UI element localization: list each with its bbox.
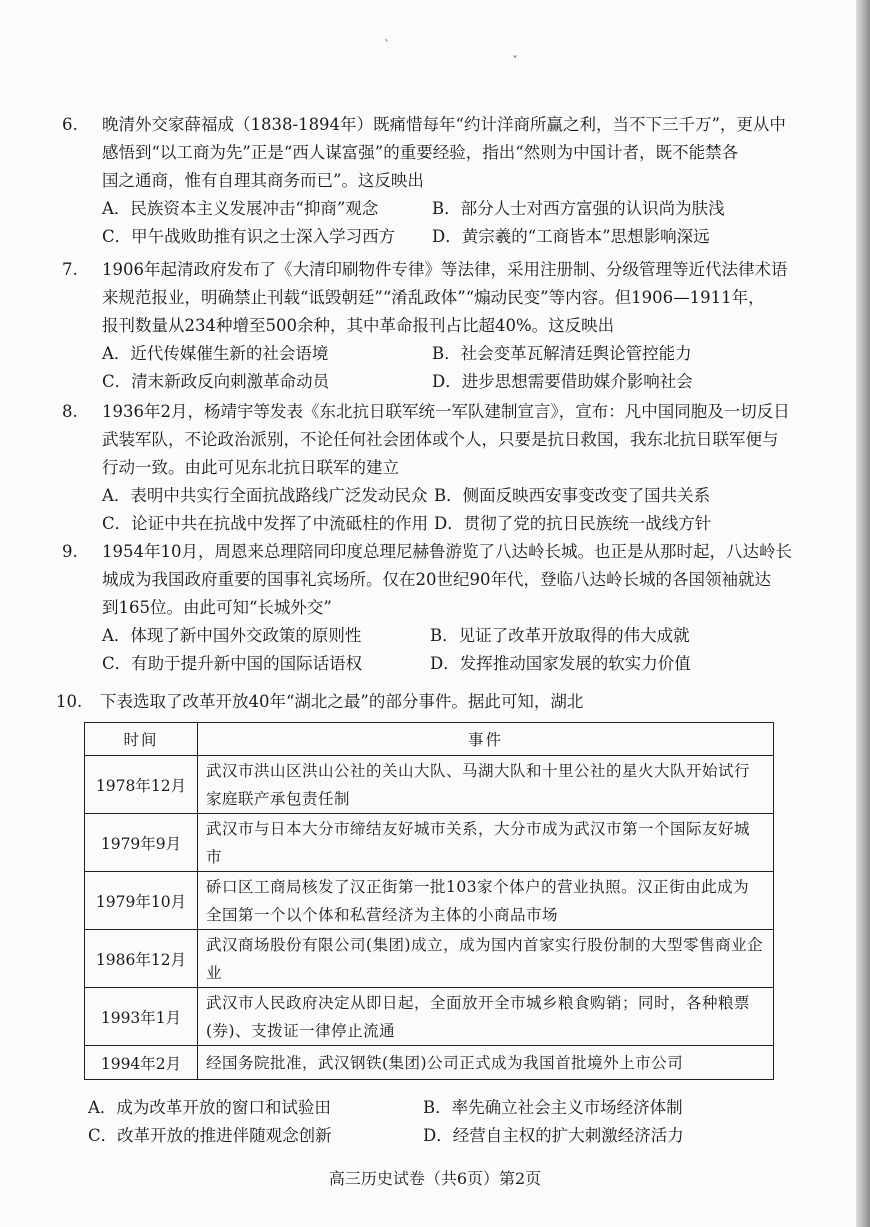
option-d[interactable]: D．发挥推动国家发展的软实力价值 xyxy=(430,654,691,673)
stem-line: 来规范报业，明确禁止刊载“诋毁朝廷”“淆乱政体”“煽动民变”等内容。但1906—1911年， xyxy=(102,288,765,307)
question-number: 7. xyxy=(62,260,78,279)
option-a[interactable]: A．成为改革开放的窗口和试验田 xyxy=(88,1098,331,1117)
col-event-header: 事件 xyxy=(198,723,774,756)
question-stem xyxy=(102,398,822,482)
table-header-row xyxy=(85,723,774,756)
row-time: 1979年10月 xyxy=(85,872,198,930)
question-number: 10. xyxy=(56,692,83,711)
row-event: 武汉商场股份有限公司(集团)成立，成为国内首家实行股份制的大型零售商业企业 xyxy=(198,930,774,988)
table-row xyxy=(85,988,774,1046)
question-stem xyxy=(102,111,822,195)
option-d[interactable]: D．经营自主权的扩大刺激经济活力 xyxy=(423,1126,684,1145)
stem-line: 行动一致。由此可见东北抗日联军的建立 xyxy=(102,458,399,477)
row-event: 硚口区工商局核发了汉正街第一批103家个体户的营业执照。汉正街由此成为全国第一个以个体和私营经济为主体的小商品市场 xyxy=(198,872,774,930)
stem-line: 报刊数量从234种增至500余种，其中革命报刊占比超40%。这反映出 xyxy=(102,316,615,335)
question-number: 8. xyxy=(62,402,78,421)
option-c[interactable]: C．清末新政反向刺激革命动员 xyxy=(102,372,330,391)
stem-line: 国之通商，惟有自理其商务而已”。这反映出 xyxy=(102,171,424,190)
question-number: 6. xyxy=(62,115,78,134)
option-b[interactable]: B．见证了改革开放取得的伟大成就 xyxy=(430,626,690,645)
option-c[interactable]: C．有助于提升新中国的国际话语权 xyxy=(102,654,363,673)
stem-line: 晚清外交家薛福成（1838-1894年）既痛惜每年“约计洋商所赢之利，当不下三千万”，更从中 xyxy=(102,115,786,134)
option-d[interactable]: D．黄宗羲的“工商皆本”思想影响深远 xyxy=(432,227,710,246)
scan-speck: ˋ xyxy=(384,38,390,52)
option-b[interactable]: B．社会变革瓦解清廷舆论管控能力 xyxy=(432,344,692,363)
option-c[interactable]: C．论证中共在抗战中发挥了中流砥柱的作用 xyxy=(102,514,429,533)
options xyxy=(102,482,822,538)
col-time-header: 时间 xyxy=(85,723,198,756)
option-a[interactable]: A．民族资本主义发展冲击“抑商”观念 xyxy=(102,199,379,218)
question-10-options xyxy=(48,1094,808,1150)
stem-line: 下表选取了改革开放40年“湖北之最”的部分事件。据此可知，湖北 xyxy=(100,692,584,711)
option-b[interactable]: B．率先确立社会主义市场经济体制 xyxy=(423,1098,683,1117)
option-c[interactable]: C．改革开放的推进伴随观念创新 xyxy=(88,1126,332,1145)
table-row xyxy=(85,930,774,988)
stem-line: 1906年起清政府发布了《大清印刷物件专律》等法律，采用注册制、分级管理等近代法律术语 xyxy=(102,260,788,279)
row-event: 武汉市人民政府决定从即日起，全面放开全市城乡粮食购销；同时，各种粮票(券)、支拨证一律停止流通 xyxy=(198,988,774,1046)
stem-line: 1936年2月，杨靖宇等发表《东北抗日联军统一军队建制宣言》，宣布：凡中国同胞及一切反日 xyxy=(102,402,790,421)
stem-line: 1954年10月，周恩来总理陪同印度总理尼赫鲁游览了八达岭长城。也正是从那时起，八达岭长 xyxy=(102,542,792,561)
option-d[interactable]: D．进步思想需要借助媒介影响社会 xyxy=(432,372,693,391)
question-stem xyxy=(102,256,822,340)
table-row xyxy=(85,1046,774,1080)
events-table xyxy=(84,722,774,1080)
option-b[interactable]: B．侧面反映西安事变改变了国共关系 xyxy=(434,486,711,505)
scan-speck: ˇ xyxy=(512,54,518,68)
stem-line: 感悟到“以工商为先”正是“西人谋富强”的重要经验，指出“然则为中国计者，既不能禁各 xyxy=(102,143,739,162)
question-10 xyxy=(56,688,816,716)
question-7 xyxy=(62,256,822,396)
question-stem xyxy=(100,688,816,716)
stem-line: 武装军队，不论政治派别，不论任何社会团体或个人，只要是抗日救国，我东北抗日联军便与 xyxy=(102,430,779,449)
question-9 xyxy=(62,538,822,678)
question-number: 9. xyxy=(62,542,78,561)
question-6 xyxy=(62,111,822,251)
table-row xyxy=(85,814,774,872)
row-event: 经国务院批准，武汉钢铁(集团)公司正式成为我国首批境外上市公司 xyxy=(198,1046,774,1080)
table-row xyxy=(85,872,774,930)
stem-line: 城成为我国政府重要的国事礼宾场所。仅在20世纪90年代，登临八达岭长城的各国领袖就达 xyxy=(102,570,771,589)
row-time: 1986年12月 xyxy=(85,930,198,988)
options xyxy=(102,622,822,678)
row-time: 1979年9月 xyxy=(85,814,198,872)
row-time: 1994年2月 xyxy=(85,1046,198,1080)
stem-line: 到165位。由此可知“长城外交” xyxy=(102,598,332,617)
option-a[interactable]: A．表明中共实行全面抗战路线广泛发动民众 xyxy=(102,486,428,505)
option-b[interactable]: B．部分人士对西方富强的认识尚为肤浅 xyxy=(432,199,725,218)
row-time: 1978年12月 xyxy=(85,756,198,814)
page-footer: 高三历史试卷（共6页）第2页 xyxy=(328,1169,542,1188)
options xyxy=(102,340,822,396)
question-stem xyxy=(102,538,822,622)
options xyxy=(88,1094,808,1150)
row-event: 武汉市洪山区洪山公社的关山大队、马湖大队和十里公社的星火大队开始试行家庭联产承包责任制 xyxy=(198,756,774,814)
table-row xyxy=(85,756,774,814)
options xyxy=(102,195,822,251)
option-c[interactable]: C．甲午战败助推有识之士深入学习西方 xyxy=(102,227,396,246)
row-event: 武汉市与日本大分市缔结友好城市关系，大分市成为武汉市第一个国际友好城市 xyxy=(198,814,774,872)
option-a[interactable]: A．体现了新中国外交政策的原则性 xyxy=(102,626,362,645)
question-8 xyxy=(62,398,822,538)
option-a[interactable]: A．近代传媒催生新的社会语境 xyxy=(102,344,329,363)
row-time: 1993年1月 xyxy=(85,988,198,1046)
option-d[interactable]: D．贯彻了党的抗日民族统一战线方针 xyxy=(434,514,712,533)
scan-edge xyxy=(856,0,870,1227)
